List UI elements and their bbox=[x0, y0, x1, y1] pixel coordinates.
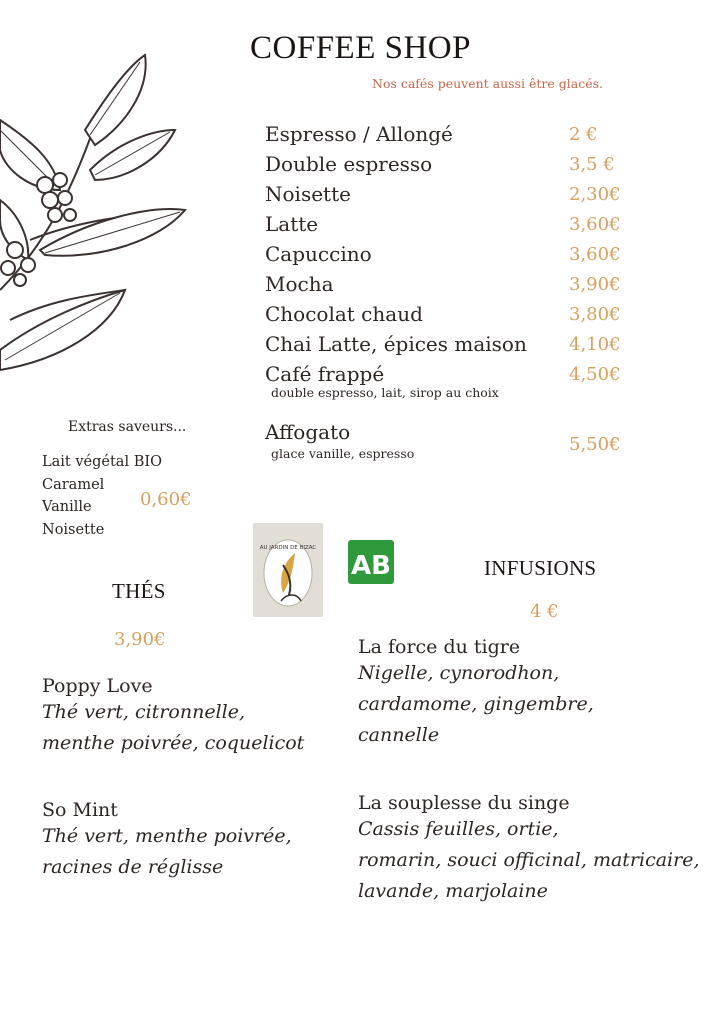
infusions-title: INFUSIONS bbox=[484, 556, 597, 580]
tea-desc-line: menthe poivrée, coquelicot bbox=[42, 732, 305, 754]
list-item: Vanille bbox=[42, 499, 92, 515]
tea-item bbox=[42, 799, 292, 883]
item-note: double espresso, lait, sirop au choix bbox=[271, 385, 499, 400]
menu-item bbox=[265, 299, 635, 329]
infusion-desc-line: lavande, marjolaine bbox=[358, 880, 548, 902]
tea-item bbox=[42, 675, 304, 759]
list-item: Noisette bbox=[42, 521, 105, 538]
tea-desc-line: Thé vert, citronnelle, bbox=[42, 701, 245, 723]
tea-name: Poppy Love bbox=[42, 675, 153, 697]
item-price: 4,50€ bbox=[569, 363, 621, 385]
tea-desc-line: Thé vert, menthe poivrée, bbox=[42, 825, 292, 847]
infusion-desc-line: Nigelle, cynorodhon, bbox=[358, 662, 560, 684]
ab-organic-icon bbox=[348, 540, 394, 584]
item-price: 5,50€ bbox=[569, 434, 621, 455]
menu-item bbox=[265, 179, 635, 209]
item-price: 2 € bbox=[569, 123, 598, 145]
thes-price: 3,90€ bbox=[114, 629, 166, 650]
item-name: Latte bbox=[265, 212, 319, 236]
item-price: 3,5 € bbox=[569, 153, 615, 175]
item-name: Noisette bbox=[265, 182, 351, 206]
ab-logo-text: AB bbox=[351, 551, 391, 581]
menu-item bbox=[265, 209, 635, 239]
list-item: Caramel bbox=[42, 476, 105, 493]
item-price: 3,80€ bbox=[569, 303, 621, 325]
menu-item-affogato bbox=[265, 420, 635, 461]
item-note: glace vanille, espresso bbox=[271, 446, 415, 461]
infusion-item bbox=[358, 636, 594, 751]
item-name: Mocha bbox=[265, 272, 334, 296]
jardin-logo-text: AU JARDIN DE BIZAC bbox=[259, 545, 317, 551]
page-subtitle: Nos cafés peuvent aussi être glacés. bbox=[372, 76, 603, 91]
coffee-menu bbox=[265, 119, 635, 461]
item-name: Chai Latte, épices maison bbox=[265, 332, 527, 356]
tea-desc-line: racines de réglisse bbox=[42, 856, 224, 878]
extras-price: 0,60€ bbox=[140, 489, 192, 510]
infusion-desc-line: cannelle bbox=[358, 724, 440, 746]
infusion-desc-line: Cassis feuilles, ortie, bbox=[358, 818, 559, 840]
coffee-branch-illustration bbox=[0, 50, 195, 380]
infusion-desc-line: romarin, souci officinal, matricaire, bbox=[358, 849, 700, 871]
menu-item bbox=[265, 239, 635, 269]
infusions-price: 4 € bbox=[530, 601, 559, 622]
ab-organic-logo bbox=[348, 540, 394, 584]
jardin-logo bbox=[253, 523, 323, 617]
item-price: 4,10€ bbox=[569, 333, 621, 355]
list-item: Lait végétal BIO bbox=[42, 454, 162, 470]
menu-item bbox=[265, 119, 635, 149]
infusion-item bbox=[358, 792, 700, 907]
item-name: Capuccino bbox=[265, 242, 372, 266]
infusion-desc-line: cardamome, gingembre, bbox=[358, 693, 594, 715]
menu-item bbox=[265, 149, 635, 179]
thes-title: THÉS bbox=[112, 579, 166, 603]
infusion-name: La souplesse du singe bbox=[358, 792, 570, 814]
infusion-name: La force du tigre bbox=[358, 636, 521, 658]
page-title: COFFEE SHOP bbox=[250, 30, 471, 66]
item-price: 3,90€ bbox=[569, 273, 621, 295]
item-name: Café frappé bbox=[265, 362, 385, 386]
menu-item bbox=[265, 269, 635, 299]
item-name: Double espresso bbox=[265, 152, 433, 176]
extras-title: Extras saveurs... bbox=[68, 419, 187, 435]
item-price: 3,60€ bbox=[569, 213, 621, 235]
item-name: Chocolat chaud bbox=[265, 302, 423, 326]
item-name: Espresso / Allongé bbox=[265, 122, 453, 146]
item-price: 2,30€ bbox=[569, 183, 621, 205]
item-name: Affogato bbox=[265, 420, 351, 444]
tea-name: So Mint bbox=[42, 799, 118, 821]
jardin-logo-icon bbox=[253, 523, 323, 617]
menu-item bbox=[265, 329, 635, 359]
item-price: 3,60€ bbox=[569, 243, 621, 265]
